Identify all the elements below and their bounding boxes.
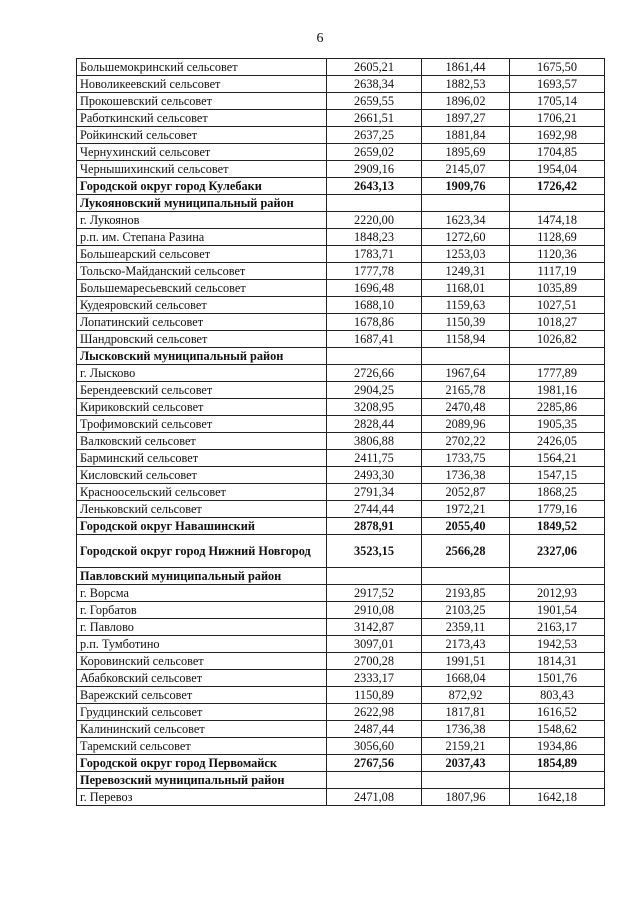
value-1-cell — [327, 772, 422, 789]
value-2-cell: 1249,31 — [422, 263, 510, 280]
value-1-cell: 2910,08 — [327, 602, 422, 619]
value-3-cell: 1026,82 — [510, 331, 605, 348]
value-1-cell: 1688,10 — [327, 297, 422, 314]
table-row — [77, 687, 605, 704]
value-3-cell — [510, 195, 605, 212]
table-row — [77, 161, 605, 178]
value-3-cell: 1954,04 — [510, 161, 605, 178]
value-1-cell: 2744,44 — [327, 501, 422, 518]
table-row — [77, 246, 605, 263]
table-row — [77, 348, 605, 365]
value-3-cell: 1693,57 — [510, 76, 605, 93]
row-name-cell: Большемаресьевский сельсовет — [77, 280, 327, 297]
table-row — [77, 331, 605, 348]
row-name-cell: Прокошевский сельсовет — [77, 93, 327, 110]
row-name-cell: г. Перевоз — [77, 789, 327, 806]
value-3-cell: 1706,21 — [510, 110, 605, 127]
table-row — [77, 568, 605, 585]
row-name-cell: г. Ворсма — [77, 585, 327, 602]
value-3-cell: 1849,52 — [510, 518, 605, 535]
value-2-cell: 2037,43 — [422, 755, 510, 772]
value-2-cell: 1623,34 — [422, 212, 510, 229]
value-1-cell: 1150,89 — [327, 687, 422, 704]
value-3-cell: 1120,36 — [510, 246, 605, 263]
table-row — [77, 433, 605, 450]
value-3-cell: 1117,19 — [510, 263, 605, 280]
value-2-cell: 1817,81 — [422, 704, 510, 721]
row-name-cell: Ройкинский сельсовет — [77, 127, 327, 144]
row-name-cell: Павловский муниципальный район — [77, 568, 327, 585]
row-name-cell: Лукояновский муниципальный район — [77, 195, 327, 212]
row-name-cell: Кириковский сельсовет — [77, 399, 327, 416]
value-1-cell: 2909,16 — [327, 161, 422, 178]
value-2-cell: 1668,04 — [422, 670, 510, 687]
value-1-cell: 1678,86 — [327, 314, 422, 331]
value-1-cell: 2878,91 — [327, 518, 422, 535]
table-row — [77, 619, 605, 636]
value-3-cell: 2285,86 — [510, 399, 605, 416]
value-3-cell: 1548,62 — [510, 721, 605, 738]
value-2-cell: 1895,69 — [422, 144, 510, 161]
row-name-cell: Коровинский сельсовет — [77, 653, 327, 670]
value-2-cell: 2702,22 — [422, 433, 510, 450]
value-3-cell: 1704,85 — [510, 144, 605, 161]
table-row — [77, 144, 605, 161]
value-3-cell: 803,43 — [510, 687, 605, 704]
value-1-cell — [327, 195, 422, 212]
row-name-cell: Кисловский сельсовет — [77, 467, 327, 484]
value-2-cell: 2103,25 — [422, 602, 510, 619]
row-name-cell: г. Лысково — [77, 365, 327, 382]
value-1-cell: 2493,30 — [327, 467, 422, 484]
value-2-cell: 1967,64 — [422, 365, 510, 382]
value-2-cell: 2052,87 — [422, 484, 510, 501]
value-1-cell: 2904,25 — [327, 382, 422, 399]
value-2-cell: 1736,38 — [422, 721, 510, 738]
row-name-cell: Таремский сельсовет — [77, 738, 327, 755]
row-name-cell: Перевозский муниципальный район — [77, 772, 327, 789]
value-3-cell: 1942,53 — [510, 636, 605, 653]
table-row — [77, 450, 605, 467]
table-row — [77, 755, 605, 772]
table-row — [77, 789, 605, 806]
value-1-cell: 2637,25 — [327, 127, 422, 144]
table-row — [77, 127, 605, 144]
table-row — [77, 416, 605, 433]
table-row — [77, 501, 605, 518]
value-2-cell — [422, 568, 510, 585]
value-1-cell: 2917,52 — [327, 585, 422, 602]
value-2-cell: 2193,85 — [422, 585, 510, 602]
value-3-cell: 1027,51 — [510, 297, 605, 314]
value-1-cell: 3142,87 — [327, 619, 422, 636]
value-1-cell: 2622,98 — [327, 704, 422, 721]
row-name-cell: Городской округ город Кулебаки — [77, 178, 327, 195]
value-1-cell: 2661,51 — [327, 110, 422, 127]
value-1-cell: 2487,44 — [327, 721, 422, 738]
value-3-cell: 2163,17 — [510, 619, 605, 636]
table-row — [77, 467, 605, 484]
value-3-cell: 1981,16 — [510, 382, 605, 399]
table-row — [77, 738, 605, 755]
value-3-cell: 1777,89 — [510, 365, 605, 382]
value-2-cell: 1909,76 — [422, 178, 510, 195]
table-row — [77, 721, 605, 738]
value-2-cell: 872,92 — [422, 687, 510, 704]
value-3-cell: 2327,06 — [510, 535, 605, 568]
value-2-cell: 1881,84 — [422, 127, 510, 144]
value-1-cell: 2220,00 — [327, 212, 422, 229]
value-1-cell: 2411,75 — [327, 450, 422, 467]
value-3-cell — [510, 772, 605, 789]
value-2-cell: 1158,94 — [422, 331, 510, 348]
value-1-cell — [327, 568, 422, 585]
value-2-cell: 1896,02 — [422, 93, 510, 110]
value-2-cell: 1159,63 — [422, 297, 510, 314]
value-3-cell: 1705,14 — [510, 93, 605, 110]
value-3-cell: 1474,18 — [510, 212, 605, 229]
value-2-cell: 2159,21 — [422, 738, 510, 755]
table-row — [77, 535, 605, 568]
table-row — [77, 59, 605, 76]
value-3-cell: 1128,69 — [510, 229, 605, 246]
value-2-cell: 1882,53 — [422, 76, 510, 93]
row-name-cell: Валковский сельсовет — [77, 433, 327, 450]
value-2-cell: 1736,38 — [422, 467, 510, 484]
table-row — [77, 484, 605, 501]
value-2-cell: 2055,40 — [422, 518, 510, 535]
value-3-cell: 1901,54 — [510, 602, 605, 619]
row-name-cell: Берендеевский сельсовет — [77, 382, 327, 399]
value-3-cell: 1726,42 — [510, 178, 605, 195]
value-1-cell: 2471,08 — [327, 789, 422, 806]
row-name-cell: г. Павлово — [77, 619, 327, 636]
row-name-cell: Лопатинский сельсовет — [77, 314, 327, 331]
table-row — [77, 585, 605, 602]
value-3-cell: 1779,16 — [510, 501, 605, 518]
value-3-cell — [510, 568, 605, 585]
table-row — [77, 110, 605, 127]
row-name-cell: Леньковский сельсовет — [77, 501, 327, 518]
row-name-cell: Красноосельский сельсовет — [77, 484, 327, 501]
row-name-cell: Большеарский сельсовет — [77, 246, 327, 263]
row-name-cell: Работкинский сельсовет — [77, 110, 327, 127]
value-3-cell: 1675,50 — [510, 59, 605, 76]
value-2-cell: 1253,03 — [422, 246, 510, 263]
row-name-cell: Большемокринский сельсовет — [77, 59, 327, 76]
table-body — [77, 59, 605, 806]
value-1-cell: 1687,41 — [327, 331, 422, 348]
row-name-cell: Кудеяровский сельсовет — [77, 297, 327, 314]
table-row — [77, 280, 605, 297]
value-3-cell: 1018,27 — [510, 314, 605, 331]
row-name-cell: Городской округ Навашинский — [77, 518, 327, 535]
table-row — [77, 602, 605, 619]
table-row — [77, 93, 605, 110]
table-row — [77, 365, 605, 382]
value-1-cell: 2605,21 — [327, 59, 422, 76]
value-1-cell: 3523,15 — [327, 535, 422, 568]
value-1-cell: 1848,23 — [327, 229, 422, 246]
value-2-cell: 1733,75 — [422, 450, 510, 467]
value-2-cell: 1807,96 — [422, 789, 510, 806]
table-row — [77, 212, 605, 229]
value-3-cell: 1035,89 — [510, 280, 605, 297]
value-2-cell: 2359,11 — [422, 619, 510, 636]
table-row — [77, 382, 605, 399]
value-2-cell: 2470,48 — [422, 399, 510, 416]
value-1-cell: 2791,34 — [327, 484, 422, 501]
page-number: 6 — [316, 31, 324, 46]
row-name-cell: Городской округ город Первомайск — [77, 755, 327, 772]
value-3-cell: 2012,93 — [510, 585, 605, 602]
table-row — [77, 195, 605, 212]
value-1-cell: 2333,17 — [327, 670, 422, 687]
row-name-cell: Лысковский муниципальный район — [77, 348, 327, 365]
value-1-cell: 1783,71 — [327, 246, 422, 263]
value-2-cell: 1972,21 — [422, 501, 510, 518]
value-1-cell: 2659,55 — [327, 93, 422, 110]
row-name-cell: Варежский сельсовет — [77, 687, 327, 704]
value-3-cell: 1854,89 — [510, 755, 605, 772]
row-name-cell: Чернухинский сельсовет — [77, 144, 327, 161]
value-2-cell: 1168,01 — [422, 280, 510, 297]
row-name-cell: г. Лукоянов — [77, 212, 327, 229]
value-2-cell — [422, 195, 510, 212]
table-row — [77, 518, 605, 535]
value-1-cell: 2828,44 — [327, 416, 422, 433]
value-1-cell: 3806,88 — [327, 433, 422, 450]
row-name-cell: Тольско-Майданский сельсовет — [77, 263, 327, 280]
row-name-cell: р.п. им. Степана Разина — [77, 229, 327, 246]
value-1-cell — [327, 348, 422, 365]
value-3-cell: 1934,86 — [510, 738, 605, 755]
row-name-cell: Чернышихинский сельсовет — [77, 161, 327, 178]
table-row — [77, 178, 605, 195]
row-name-cell: Грудцинский сельсовет — [77, 704, 327, 721]
value-2-cell: 1150,39 — [422, 314, 510, 331]
table-row — [77, 653, 605, 670]
value-3-cell: 2426,05 — [510, 433, 605, 450]
value-1-cell: 1696,48 — [327, 280, 422, 297]
value-2-cell: 2145,07 — [422, 161, 510, 178]
value-2-cell: 1861,44 — [422, 59, 510, 76]
value-3-cell: 1547,15 — [510, 467, 605, 484]
table-row — [77, 76, 605, 93]
value-1-cell: 3208,95 — [327, 399, 422, 416]
value-3-cell: 1642,18 — [510, 789, 605, 806]
table-row — [77, 636, 605, 653]
table-row — [77, 704, 605, 721]
value-2-cell — [422, 772, 510, 789]
row-name-cell: г. Горбатов — [77, 602, 327, 619]
value-3-cell: 1616,52 — [510, 704, 605, 721]
value-1-cell: 2638,34 — [327, 76, 422, 93]
value-2-cell: 1897,27 — [422, 110, 510, 127]
row-name-cell: Трофимовский сельсовет — [77, 416, 327, 433]
row-name-cell: р.п. Тумботино — [77, 636, 327, 653]
value-2-cell: 1272,60 — [422, 229, 510, 246]
value-1-cell: 3097,01 — [327, 636, 422, 653]
value-2-cell: 2566,28 — [422, 535, 510, 568]
value-3-cell: 1692,98 — [510, 127, 605, 144]
value-1-cell: 1777,78 — [327, 263, 422, 280]
value-2-cell: 2165,78 — [422, 382, 510, 399]
value-3-cell: 1564,21 — [510, 450, 605, 467]
value-3-cell: 1814,31 — [510, 653, 605, 670]
value-1-cell: 2700,28 — [327, 653, 422, 670]
value-1-cell: 2643,13 — [327, 178, 422, 195]
value-2-cell: 2089,96 — [422, 416, 510, 433]
table-row — [77, 297, 605, 314]
row-name-cell: Барминский сельсовет — [77, 450, 327, 467]
table-row — [77, 314, 605, 331]
value-1-cell: 2767,56 — [327, 755, 422, 772]
value-1-cell: 2726,66 — [327, 365, 422, 382]
value-2-cell — [422, 348, 510, 365]
data-table — [76, 58, 605, 806]
value-3-cell — [510, 348, 605, 365]
row-name-cell: Абабковский сельсовет — [77, 670, 327, 687]
row-name-cell: Калининский сельсовет — [77, 721, 327, 738]
value-1-cell: 2659,02 — [327, 144, 422, 161]
row-name-cell: Городской округ город Нижний Новгород — [77, 535, 327, 568]
value-2-cell: 2173,43 — [422, 636, 510, 653]
table-row — [77, 229, 605, 246]
value-1-cell: 3056,60 — [327, 738, 422, 755]
value-2-cell: 1991,51 — [422, 653, 510, 670]
row-name-cell: Новоликеевский сельсовет — [77, 76, 327, 93]
table-row — [77, 263, 605, 280]
value-3-cell: 1905,35 — [510, 416, 605, 433]
table-row — [77, 399, 605, 416]
row-name-cell: Шандровский сельсовет — [77, 331, 327, 348]
table-row — [77, 670, 605, 687]
value-3-cell: 1501,76 — [510, 670, 605, 687]
table-row — [77, 772, 605, 789]
value-3-cell: 1868,25 — [510, 484, 605, 501]
